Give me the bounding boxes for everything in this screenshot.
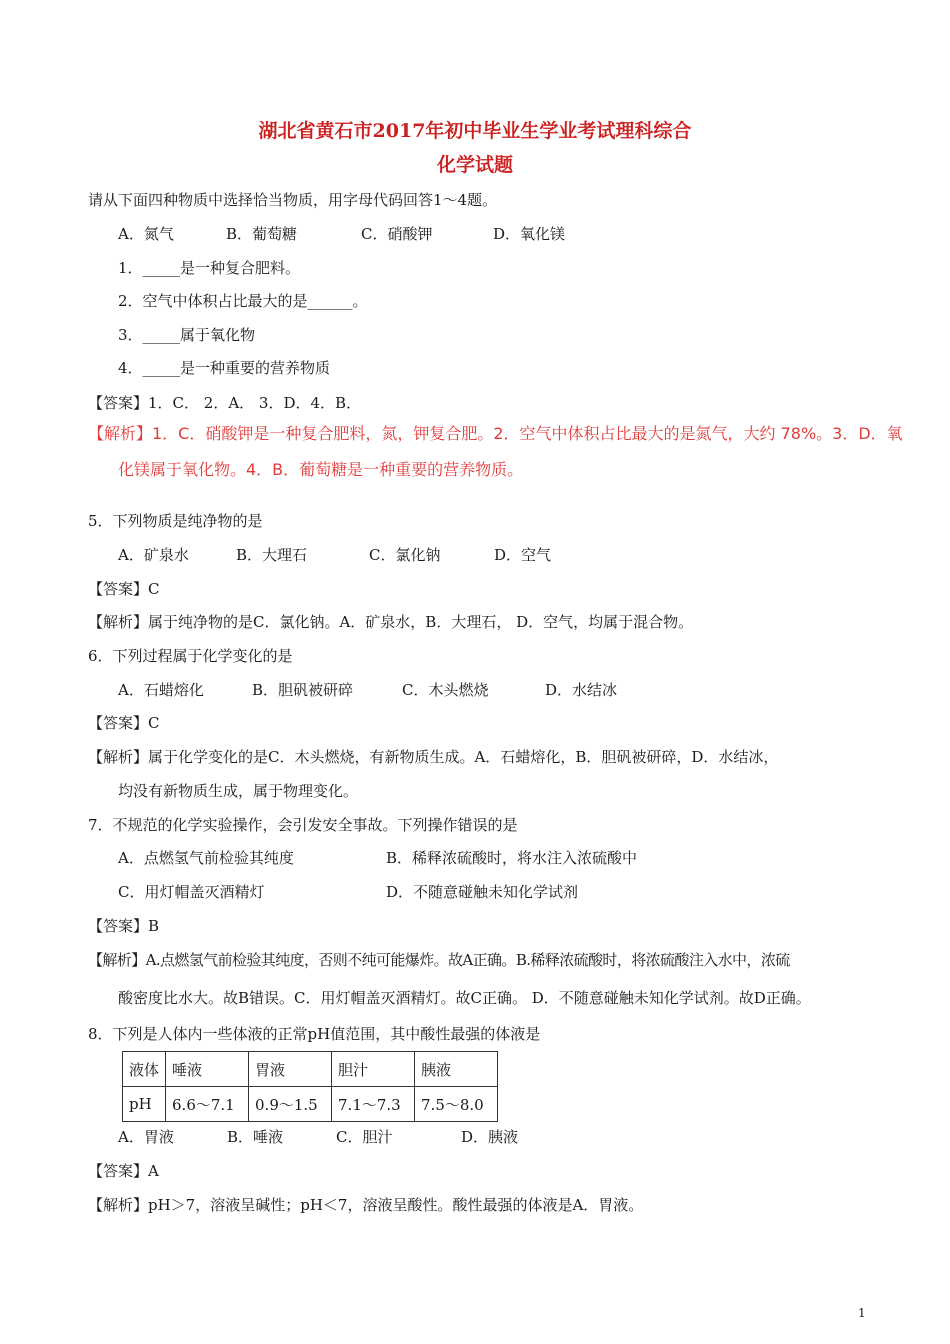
table-cell: 液体 <box>123 1052 166 1087</box>
table-cell: 唾液 <box>166 1052 249 1087</box>
explanation-1-4-line-2: 化镁属于氧化物。4．B．葡萄糖是一种重要的营养物质。 <box>118 460 524 479</box>
option-a: A．矿泉水 <box>118 546 189 564</box>
question-6-options <box>118 680 617 700</box>
answer-6: 【答案】C <box>88 714 160 732</box>
option-c: C．硝酸钾 <box>361 225 433 243</box>
table-cell: 0.9～1.5 <box>249 1087 332 1122</box>
table-cell: 胰液 <box>415 1052 498 1087</box>
question-7-option-c: C．用灯帽盖灭酒精灯 <box>118 883 265 901</box>
question-7-option-a: A．点燃氢气前检验其纯度 <box>118 849 294 867</box>
question-6: 6．下列过程属于化学变化的是 <box>88 647 293 665</box>
question-7-option-d: D．不随意碰触未知化学试剂 <box>386 883 579 901</box>
option-b: B．胆矾被研碎 <box>252 681 354 699</box>
answer-8: 【答案】A <box>88 1162 159 1180</box>
question-2: 2．空气中体积占比最大的是______。 <box>118 292 368 310</box>
explanation-6-line-2: 均没有新物质生成，属于物理变化。 <box>118 782 359 800</box>
option-c: C．胆汁 <box>336 1128 393 1146</box>
explanation-7-line-1: 【解析】A.点燃氢气前检验其纯度，否则不纯可能爆炸。故A正确。B.稀释浓硫酸时，将浓硫酸注入水中，浓硫 <box>88 951 790 969</box>
table-cell: pH <box>123 1087 166 1122</box>
table-cell: 6.6～7.1 <box>166 1087 249 1122</box>
answer-7: 【答案】B <box>88 917 160 935</box>
intro-options <box>118 224 565 244</box>
question-7-option-b: B．稀释浓硫酸时，将水注入浓硫酸中 <box>386 849 638 867</box>
question-5-options <box>118 545 551 565</box>
question-8: 8．下列是人体内一些体液的正常pH值范围，其中酸性最强的体液是 <box>88 1025 541 1043</box>
option-d: D．氧化镁 <box>493 225 566 243</box>
explanation-7-line-2: 酸密度比水大。故B错误。C．用灯帽盖灭酒精灯。故C正确。 D．不随意碰触未知化学试剂。故D正确。 <box>118 989 811 1007</box>
explanation-8: 【解析】pH＞7，溶液呈碱性；pH＜7，溶液呈酸性。酸性最强的体液是A．胃液。 <box>88 1196 644 1214</box>
explanation-6-line-1: 【解析】属于化学变化的是C．木头燃烧，有新物质生成。A．石蜡熔化，B．胆矾被研碎，D．水结冰， <box>88 748 779 766</box>
option-d: D．水结冰 <box>545 681 618 699</box>
question-7: 7．不规范的化学实验操作，会引发安全事故。下列操作错误的是 <box>88 816 518 834</box>
question-4: 4．_____是一种重要的营养物质 <box>118 359 331 377</box>
question-8-options <box>118 1127 518 1147</box>
table-row <box>123 1087 498 1122</box>
question-1: 1．_____是一种复合肥料。 <box>118 259 301 277</box>
explanation-5: 【解析】属于纯净物的是C．氯化钠。A．矿泉水，B．大理石， D．空气，均属于混合物。 <box>88 613 694 631</box>
option-d: D．胰液 <box>461 1128 519 1146</box>
question-5: 5．下列物质是纯净物的是 <box>88 512 263 530</box>
page-number: 1 <box>858 1306 866 1320</box>
option-d: D．空气 <box>494 546 552 564</box>
answer-1-4: 【答案】1．C． 2．A． 3．D．4．B． <box>88 394 362 412</box>
option-c: C．木头燃烧 <box>402 681 489 699</box>
title-line-1: 湖北省黄石市2017年初中毕业生学业考试理科综合 <box>258 120 692 142</box>
question-3: 3．_____属于氧化物 <box>118 326 256 344</box>
title-line-2: 化学试题 <box>436 154 513 176</box>
option-a: A．氮气 <box>118 225 174 243</box>
answer-5: 【答案】C <box>88 580 160 598</box>
table-cell: 7.5～8.0 <box>415 1087 498 1122</box>
explanation-1-4-line-1: 【解析】1．C．硝酸钾是一种复合肥料，氮，钾复合肥。2．空气中体积占比最大的是氮气，大约 78%。3．D．氧 <box>88 424 903 443</box>
table-row <box>123 1052 498 1087</box>
intro: 请从下面四种物质中选择恰当物质，用字母代码回答1～4题。 <box>88 191 498 209</box>
table-cell: 胆汁 <box>332 1052 415 1087</box>
table-cell: 胃液 <box>249 1052 332 1087</box>
table-cell: 7.1～7.3 <box>332 1087 415 1122</box>
option-b: B．葡萄糖 <box>226 225 298 243</box>
option-c: C．氯化钠 <box>369 546 441 564</box>
ph-table <box>122 1051 498 1122</box>
option-a: A．胃液 <box>118 1128 174 1146</box>
option-b: B．大理石 <box>236 546 308 564</box>
option-b: B．唾液 <box>227 1128 284 1146</box>
option-a: A．石蜡熔化 <box>118 681 204 699</box>
